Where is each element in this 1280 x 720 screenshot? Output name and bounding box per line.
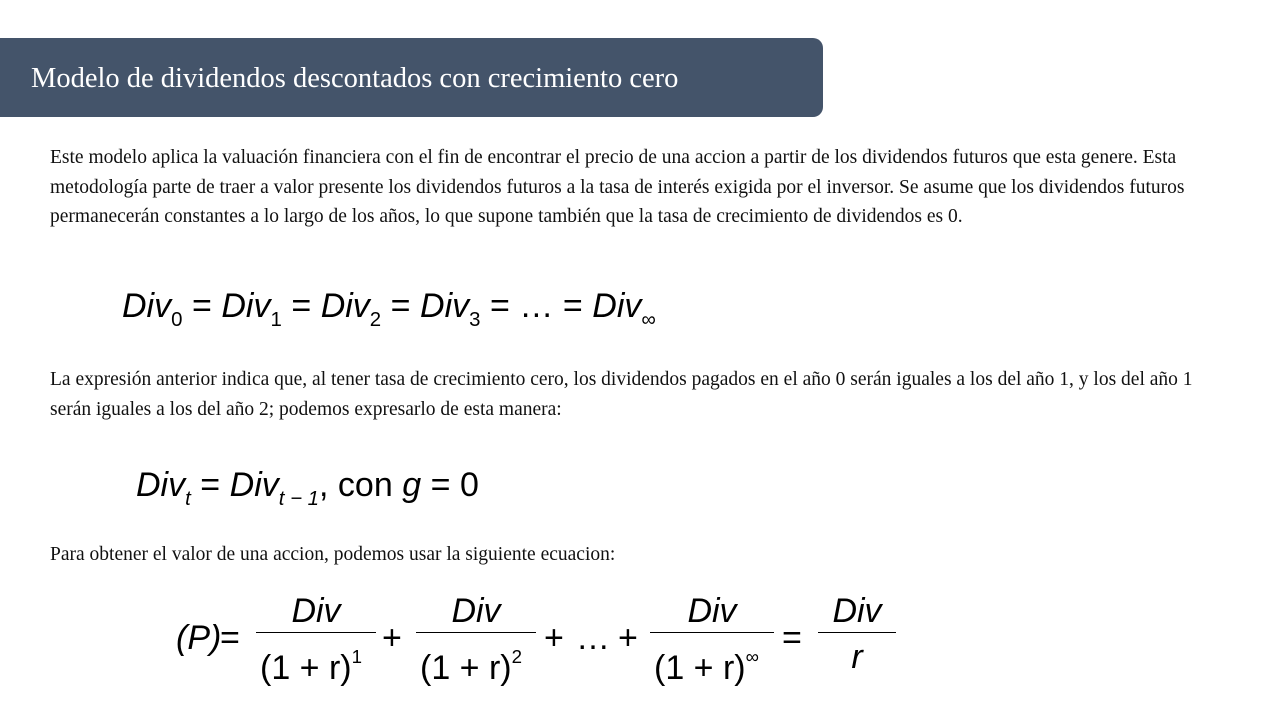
- eq3-lhs: (P): [176, 619, 222, 657]
- recurrence-equation: Div$_t$ = Div$_{t - 1}$, con g = 0: [136, 466, 479, 511]
- eq1-sub-0: 0: [171, 309, 183, 332]
- eq3-pow-2: 2: [511, 646, 523, 667]
- eq3-pow-3: ∞: [745, 646, 759, 667]
- eq2-var-left: Div: [136, 466, 186, 504]
- eq1-sub-inf: ∞: [641, 309, 656, 332]
- valuation-paragraph: Para obtener el valor de una accion, podemos usar la siguiente ecuacion:: [50, 544, 616, 565]
- eq2-condition: , con: [319, 466, 403, 504]
- eq1-var-1: Div: [221, 287, 271, 325]
- eq3-fraction-3: [650, 590, 774, 687]
- eq3-num-2: Div: [451, 592, 501, 630]
- eq3-den-3: (1 + r): [654, 648, 746, 687]
- eq1-sub-1: 1: [270, 309, 282, 332]
- eq1-sub-3: 3: [469, 309, 481, 332]
- eq1-var-0: Div: [122, 287, 172, 325]
- eq1-sub-2: 2: [369, 309, 382, 332]
- eq3-num-1: Div: [291, 592, 341, 630]
- eq3-fraction-final: [820, 590, 894, 677]
- eq2-g: g: [402, 466, 422, 504]
- eq2-sub-left: t: [185, 488, 191, 511]
- eq3-num-3: Div: [687, 592, 737, 630]
- eq1-var-3: Div: [420, 287, 470, 325]
- eq2-sub-right: t − 1: [278, 488, 320, 511]
- slide-title: Modelo de dividendos descontados con crecimiento cero: [31, 63, 679, 94]
- eq3-pow-1: 1: [351, 646, 363, 667]
- eq3-fraction-1: [256, 590, 376, 687]
- eq3-num-final: Div: [832, 592, 882, 630]
- eq1-var-inf: Div: [592, 287, 642, 325]
- eq3-fraction-2: [416, 590, 536, 687]
- eq1-ellipsis: …: [519, 287, 554, 325]
- constant-dividends-equation: Div$_0$ = Div$_1$ = Div$_2$ = Div$_3$ = … = Div$_\infty$: [122, 287, 656, 332]
- eq3-den-final: r: [818, 632, 896, 677]
- eq3-den-2: (1 + r): [420, 648, 512, 687]
- explanation-paragraph: La expresión anterior indica que, al tener tasa de crecimiento cero, los dividendos pagados en el año 0 serán iguales a los del año 1, y los del año 1 serán iguales a los del año 2; podemos expresarlo de esta manera:: [50, 369, 1193, 420]
- eq1-var-2: Div: [320, 287, 370, 325]
- eq2-var-right: Div: [229, 466, 279, 504]
- eq3-ellipsis: …: [576, 619, 610, 657]
- eq3-den-1: (1 + r): [260, 648, 352, 687]
- eq2-zero: 0: [460, 466, 479, 504]
- intro-paragraph: Este modelo aplica la valuación financiera con el fin de encontrar el precio de una accion a partir de los dividendos futuros que esta genere. Esta metodología parte de traer a valor presente los dividendos futuros a la tasa de interés exigida por el inversor. Se asume que los dividendos futuros permanecerán constantes a lo largo de los años, lo que supone también que la tasa de crecimiento de dividendos es 0.: [50, 147, 1185, 227]
